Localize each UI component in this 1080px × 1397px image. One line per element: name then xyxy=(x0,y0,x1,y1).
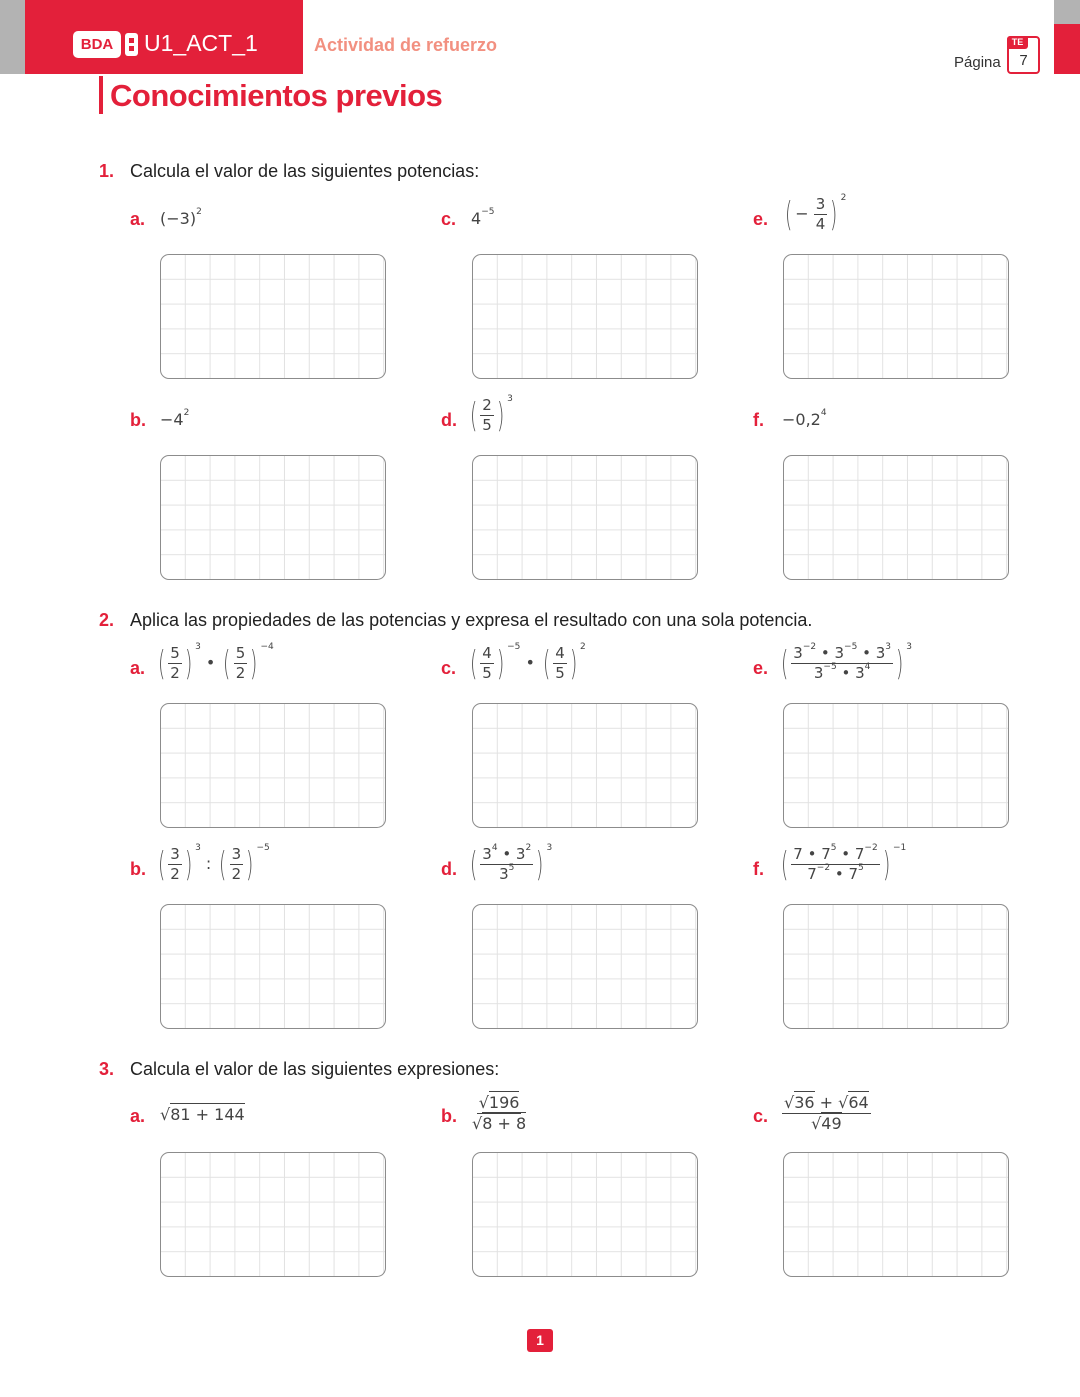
bda-badge: BDA xyxy=(73,31,121,58)
q1-d-answer-grid[interactable] xyxy=(472,455,698,580)
question-1-number: 1. xyxy=(99,161,115,181)
q1-f-answer-grid[interactable] xyxy=(783,455,1009,580)
q3-item-c-label: c. xyxy=(753,1106,769,1126)
q2-item-e-label: e. xyxy=(753,658,769,678)
footer-page-number: 1 xyxy=(527,1329,553,1352)
page-number: 7 xyxy=(1019,52,1028,69)
q2-item-f-label: f. xyxy=(753,859,764,879)
q1-item-d-expr: ( $\frac{2}{5}$ ) $^3$ xyxy=(469,394,513,436)
q1-item-c-expr: $4^{-5}$ xyxy=(471,207,495,228)
right-grey-bar xyxy=(1054,0,1080,24)
q2-item-f-expr: ( $\frac{7 • 7^5 • 7^{-2}}{7^{-2} • 7^5}$ ) $^{-1}$ xyxy=(780,843,907,885)
q2-c-answer-grid[interactable] xyxy=(472,703,698,828)
q1-item-b-label: b. xyxy=(130,410,146,430)
q2-item-a-label: a. xyxy=(130,658,146,678)
q1-item-e-expr: ( − $\frac{3}{4}$ ) $^2$ xyxy=(784,193,847,235)
q1-b-answer-grid[interactable] xyxy=(160,455,386,580)
q2-b-answer-grid[interactable] xyxy=(160,904,386,1029)
q3-item-c-expr: $\frac{√36 + √64}{√49}$ xyxy=(784,1093,869,1133)
question-2-text: Aplica las propiedades de las potencias y expresa el resultado con una sola potencia. xyxy=(130,610,813,630)
question-3-text: Calcula el valor de las siguientes expresiones: xyxy=(130,1059,500,1079)
q2-item-b-label: b. xyxy=(130,859,146,879)
q2-f-answer-grid[interactable] xyxy=(783,904,1009,1029)
q1-item-f-label: f. xyxy=(753,410,764,430)
q3-c-answer-grid[interactable] xyxy=(783,1152,1009,1277)
question-2-number: 2. xyxy=(99,610,115,630)
te-label: TE xyxy=(1007,36,1028,49)
q3-a-answer-grid[interactable] xyxy=(160,1152,386,1277)
right-red-bar xyxy=(1054,24,1080,74)
q2-item-d-expr: ( $\frac{3^4 • 3^2}{3^5}$ ) $^3$ xyxy=(469,843,553,885)
q1-item-a-expr: $(-3)^2$ xyxy=(160,207,202,228)
q2-item-c-expr: ( $\frac{4}{5}$ ) $^{-5}$ • ( $\frac{4}{5}$ ) $^2$ xyxy=(469,642,586,684)
question-3-number: 3. xyxy=(99,1059,115,1079)
q2-a-answer-grid[interactable] xyxy=(160,703,386,828)
q1-a-answer-grid[interactable] xyxy=(160,254,386,379)
left-grey-bar xyxy=(0,0,25,74)
te-page-icon xyxy=(1007,36,1040,74)
q1-e-answer-grid[interactable] xyxy=(783,254,1009,379)
q2-item-c-label: c. xyxy=(441,658,457,678)
activity-code: U1_ACT_1 xyxy=(144,30,258,56)
q3-item-b-expr: $\frac{√196}{√8 + 8}$ xyxy=(472,1093,527,1133)
q2-item-a-expr: ( $\frac{5}{2}$ ) $^3$ • ( $\frac{5}{2}$ ) $^{-4}$ xyxy=(157,642,274,684)
q2-e-answer-grid[interactable] xyxy=(783,703,1009,828)
q3-item-b-label: b. xyxy=(441,1106,457,1126)
question-1-text: Calcula el valor de las siguientes potencias: xyxy=(130,161,480,181)
activity-subtitle: Actividad de refuerzo xyxy=(314,35,498,55)
q2-item-d-label: d. xyxy=(441,859,457,879)
q3-b-answer-grid[interactable] xyxy=(472,1152,698,1277)
q1-c-answer-grid[interactable] xyxy=(472,254,698,379)
divider-icon xyxy=(125,33,138,56)
page-title: Conocimientos previos xyxy=(110,78,443,113)
q1-item-b-expr: $-4^2$ xyxy=(160,408,190,429)
q1-item-f-expr: $-0,2^4$ xyxy=(782,408,827,429)
q2-item-b-expr: ( $\frac{3}{2}$ ) $^3$ : ( $\frac{3}{2}$ ) $^{-5}$ xyxy=(157,843,270,885)
q1-item-e-label: e. xyxy=(753,209,769,229)
q2-d-answer-grid[interactable] xyxy=(472,904,698,1029)
q2-item-e-expr: ( $\frac{3^{-2} • 3^{-5} • 3^3}{3^{-5} • 3^4}$ ) $^3$ xyxy=(780,642,912,684)
q3-item-a-expr: √81 + 144 xyxy=(160,1105,245,1124)
q3-item-a-label: a. xyxy=(130,1106,146,1126)
q1-item-c-label: c. xyxy=(441,209,457,229)
page-label: Página xyxy=(954,54,1001,71)
q1-item-d-label: d. xyxy=(441,410,457,430)
title-accent-bar xyxy=(99,76,103,114)
q1-item-a-label: a. xyxy=(130,209,146,229)
